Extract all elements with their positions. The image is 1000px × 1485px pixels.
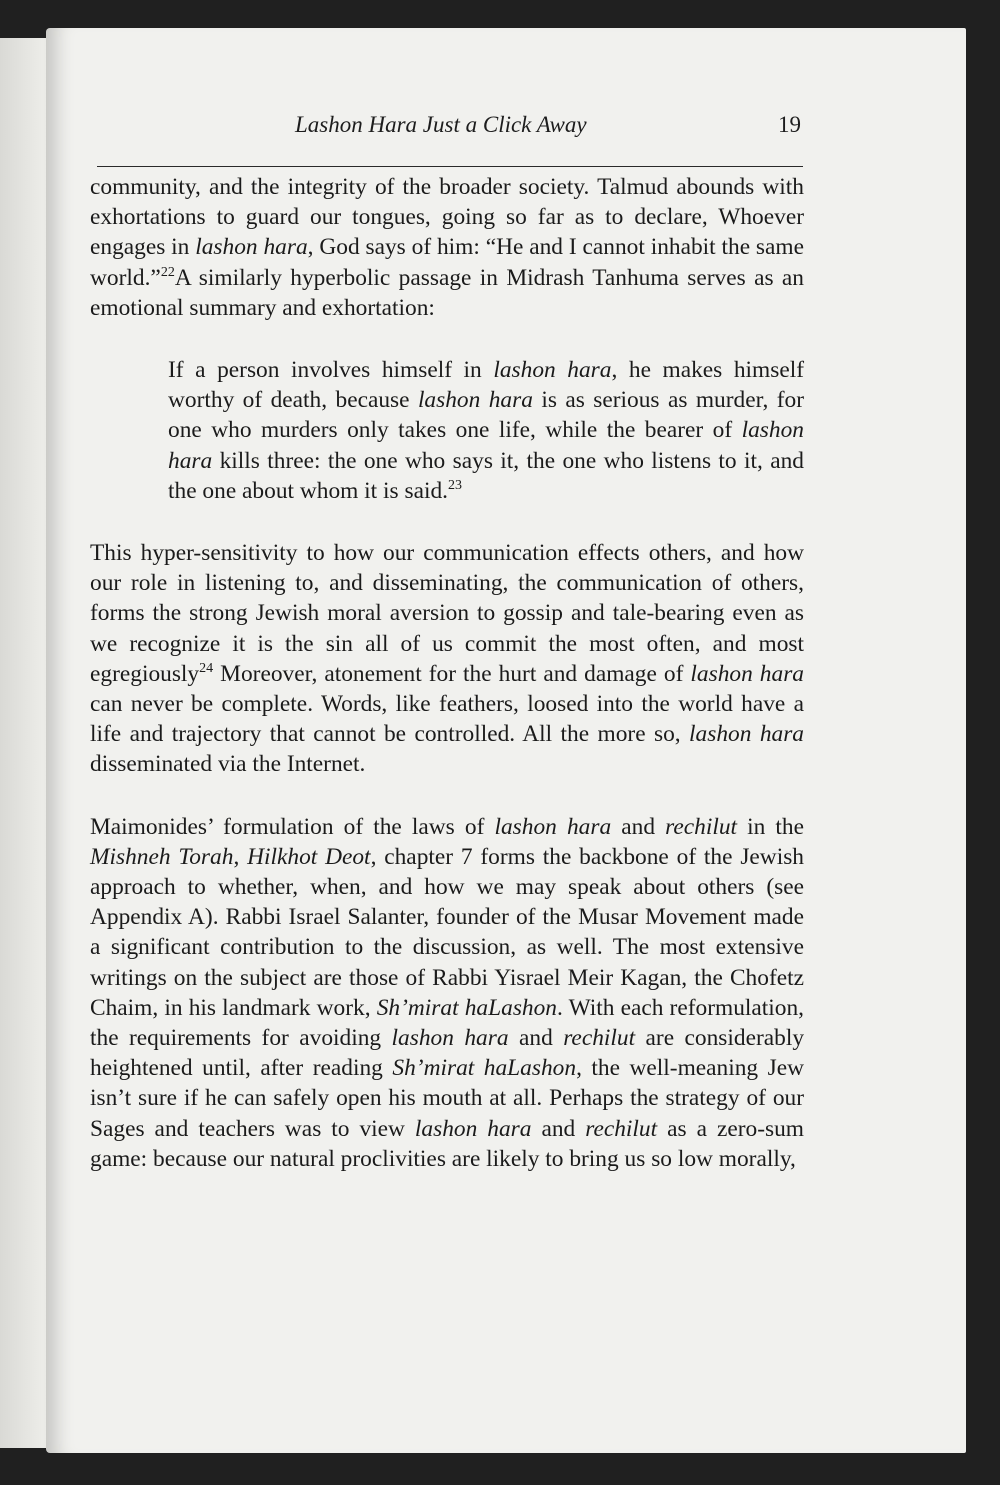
running-header — [97, 110, 803, 167]
paragraph-2: This hyper-sensitivity to how our communication effects others, and how our role in listening to, and disseminating, the communication of others, forms the strong Jewish moral aversion to gossip and tale-bearing even as we recognize it is the sin all of us commit the most often, and most egregiously$^{24}$ Moreover, atonement for the hurt and damage of lashon hara can never be complete. Words, like feathers, loosed into the world have a life and trajectory that cannot be controlled. All the more so, lashon hara disseminated via the Internet. — [90, 540, 805, 778]
footnote-ref-24: 24 — [199, 660, 214, 676]
paragraph-3: Maimonides’ formulation of the laws of lashon hara and rechilut in the Mishneh Torah, Hilkhot Deot, chapter 7 forms the backbone of the Jewish approach to whether, when, and how we may speak about others (see Appendix A). Rabbi Israel Salanter, founder of the Musar Movement made a significant contribution to the discussion, as well. The most extensive writings on the subject are those of Rabbi Yisrael Meir Kagan, the Chofetz Chaim, in his landmark work, Sh’mirat haLashon. With each reformulation, the requirements for avoiding lashon hara and rechilut are considerably heightened until, after reading Sh’mirat haLashon, the well-meaning Jew isn’t sure if he can safely open his mouth at all. Perhaps the strategy of our Sages and teachers was to view lashon hara and rechilut as a zero-sum game: because our natural proclivities are likely to bring us so low morally, — [90, 813, 805, 1172]
block-quote-tanhuma: If a person involves himself in lashon hara, he makes himself worthy of death, because lashon hara is as serious as murder, for one who murders only takes one life, while the bearer of lashon hara kills three: the one who says it, the one who listens to it, and the one about whom it is said.$^{23}$ — [168, 357, 804, 504]
paragraph-1: community, and the integrity of the broader society. Talmud abounds with exhortations to guard our tongues, going so far as to declare, Whoever engages in lashon hara, God says of him: “He and I cannot inhabit the same world.”$^{22}$A similarly hyperbolic passage in Midrash Tanhuma serves as an emotional summary and exhortation: — [90, 174, 804, 321]
footnote-ref-23: 23 — [448, 477, 463, 493]
page-body — [90, 172, 804, 1174]
page-number: 19 — [778, 112, 801, 137]
footnote-ref-22: 22 — [160, 264, 175, 280]
running-header-title: Lashon Hara Just a Click Away — [295, 112, 587, 137]
